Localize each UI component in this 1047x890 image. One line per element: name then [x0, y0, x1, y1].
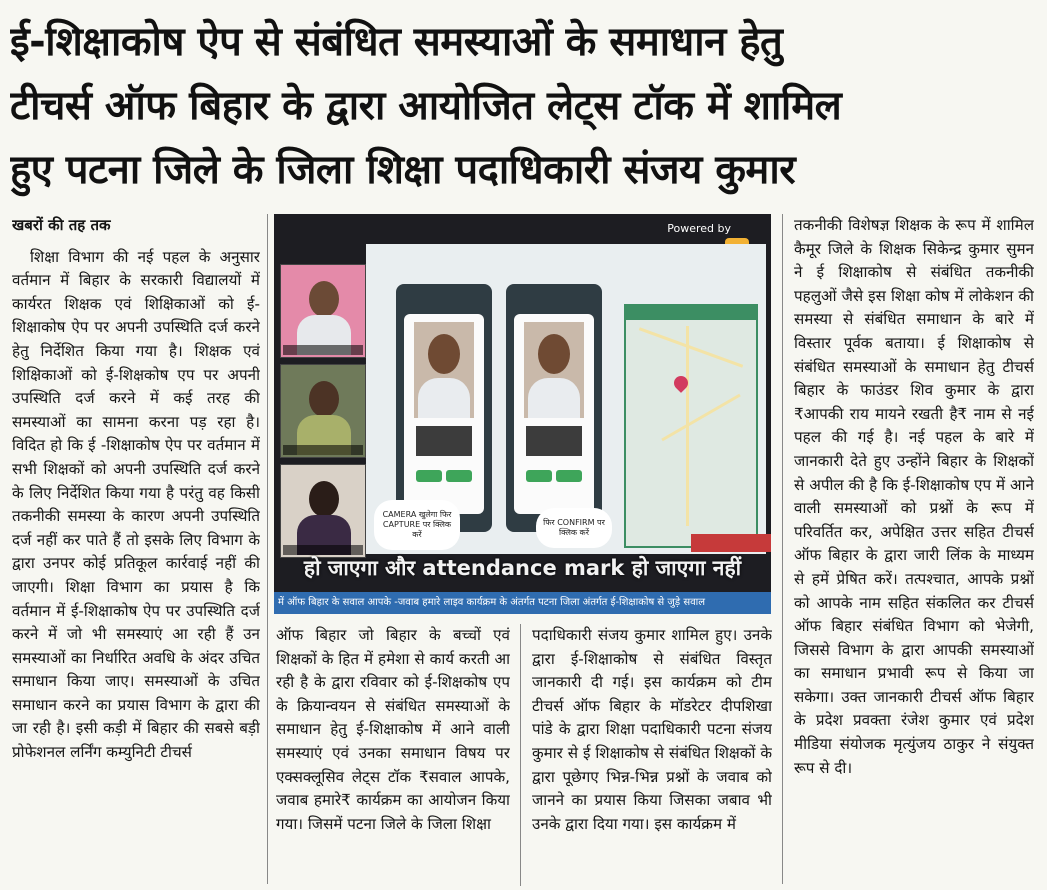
- participant-video-tile: [280, 364, 366, 458]
- headline: [10, 10, 1037, 202]
- cancel-button-icon: [556, 470, 582, 482]
- column-divider: [782, 214, 783, 884]
- location-map: [624, 304, 758, 548]
- participant-video-tile: [280, 264, 366, 358]
- participant-face: [309, 481, 339, 517]
- news-ticker: में ऑफ बिहार के सवाल आपके -जवाब हमारे लाइव कार्यक्रम के अंतर्गत पटना जिला अंतर्गत ई-शिक्षाकोष से जुड़े सवाल: [274, 592, 771, 614]
- powered-by-label: Powered by: [667, 222, 731, 235]
- headline-line-2: टीचर्स ऑफ बिहार के द्वारा आयोजित लेट्स टॉक में शामिल: [10, 83, 842, 129]
- phone-mockup-confirm: [506, 284, 602, 532]
- location-info-panel: [526, 426, 582, 456]
- participant-face: [309, 381, 339, 417]
- article-column-3: [532, 624, 772, 886]
- callout-bubble-left: CAMERA खुलेगा फिर CAPTURE पर क्लिक करें: [374, 500, 460, 550]
- participant-face: [309, 281, 339, 317]
- capture-button-icon: [416, 470, 442, 482]
- location-info-panel: [416, 426, 472, 456]
- phone-mockup-capture: [396, 284, 492, 532]
- selfie-preview: [524, 322, 584, 418]
- retake-button-icon: [446, 470, 472, 482]
- participant-video-tile: [280, 464, 366, 558]
- article-paragraph: शिक्षा विभाग की नई पहल के अनुसार वर्तमान में बिहार के सरकारी विद्यालयों में कार्यरत शिक्षक एवं शिक्षिकाओं को ई-शिक्षाकोष ऐप पर अपनी उपस्थिति दर्ज करने हेतु निर्देशित किया गया है। शिक्षक एवं शिक्षिकाओं को ई-शिक्षकोष एप पर अपनी उपस्थिति दर्ज करने में कई तरह की समस्याओं का सामना करना पड़ रहा है। विदित हो कि ई -शिक्षाकोष ऐप पर वर्तमान में सभी शिक्षकों को अपनी उपस्थिति दर्ज करने के लिए निर्देशित किया गया है परंतु वह किसी तकनीकी समस्या के कारण अपनी उपस्थिति दर्ज नहीं कर पाते हैं तो इसके लिए विभाग के द्वारा उनपर कोई प्रतिकूल कार्रवाई नहीं की जाएगी। शिक्षा विभाग का प्रयास है कि वर्तमान में ई-शिक्षाकोष ऐप पर उपस्थिति दर्ज करने में जो भी समस्याएं आ रही हैं उन समस्याओं का निर्धारित अवधि के अंदर उचित समाधान किया जाए। समस्याओं के उचित समाधान करने का प्रयास विभाग के द्वारा की जा रही है। इसी कड़ी में बिहार की सबसे बड़ी प्रोफेशनल लर्निंग कम्युनिटी टीचर्स: [12, 247, 260, 762]
- confirm-button-icon: [526, 470, 552, 482]
- article-paragraph: ऑफ बिहार जो बिहार के बच्चों एवं शिक्षकों के हित में हमेशा से कार्य करती आ रही है के द्वारा रविवार को ई-शिक्षकोष एप के क्रियान्वयन से संबंधित समस्याओं के समाधान हेतु ई-शिक्षाकोष में आने वाली समस्याएं एवं उनका समाधान विषय पर एक्सक्लूसिव लेट्स टॉक ₹सवाल आपके, जवाब हमारे₹ कार्यक्रम का आयोजन किया गया। जिसमें पटना जिले के जिला शिक्षा: [276, 626, 510, 833]
- event-screenshot-photo: [274, 214, 771, 614]
- article-column-4: [794, 214, 1034, 886]
- column-divider: [267, 214, 268, 884]
- column-divider: [520, 624, 521, 886]
- article-column-1: [12, 214, 260, 884]
- video-subtitle: हो जाएगा और attendance mark हो जाएगा नहीं: [303, 556, 742, 580]
- kicker: खबरों की तह तक: [12, 216, 111, 234]
- article-column-2: [276, 624, 510, 886]
- article-paragraph: तकनीकी विशेषज्ञ शिक्षक के रूप में शामिल कैमूर जिले के शिक्षक सिकेन्द्र कुमार सुमन ने ई शिक्षाकोष से संबंधित तकनीकी पहलुओं जैसे इस शिक्षा कोष में लोकेशन की समस्या से संबंधित समाधान के बारे में विस्तार पूर्वक बताया। ई शिक्षाकोष से संबंधित समस्याओं के समाधान हेतु टीचर्स बिहार के फाउंडर शिव कुमार के द्वारा ₹आपकी राय मायने रखती है₹ नाम से नई पहल की गई है। नई पहल के बारे में जानकारी देते हुए उन्होंने बिहार के शिक्षकों से अपील की है कि ई-शिक्षाकोष एप में आने वाली समस्याओं को प्रश्नों के रूप में परिवर्तित कर, अपेक्षित उत्तर सहित टीचर्स ऑफ बिहार के द्वारा जारी लिंक के माध्यम से हमें प्रेषित करें। तत्पश्चात, आपके प्रश्नों को आपके नाम सहित संकलित कर टीचर्स ऑफ बिहार संबंधित विभाग को भेजेगी, जिससे विभाग के द्वारा आपकी समस्याओं का समाधान प्रभावी रूप से किया जा सकेगा। उक्त जानकारी टीचर्स ऑफ बिहार के प्रदेश प्रवक्ता रंजेश कुमार एवं प्रदेश मीडिया संयोजक मृत्युंजय ठाकुर ने संयुक्त रूप से दी।: [794, 216, 1034, 777]
- headline-line-3: हुए पटना जिले के जिला शिक्षा पदाधिकारी संजय कुमार: [10, 147, 796, 193]
- article-paragraph: पदाधिकारी संजय कुमार शामिल हुए। उनके द्वारा ई-शिक्षाकोष से संबंधित विस्तृत जानकारी दी गई। इस कार्यक्रम को टीम टीचर्स ऑफ बिहार के मॉडरेटर दीपशिखा पांडे के द्वारा शिक्षा पदाधिकारी पटना संजय कुमार से ई शिक्षाकोष से संबंधित शिक्षकों के द्वारा पूछेगए भिन्न-भिन्न प्रश्नों के जवाब को जानने का प्रयास किया जिसका जबाव भी उनके द्वारा दिया गया। इस कार्यक्रम में: [532, 626, 772, 833]
- selfie-preview: [414, 322, 474, 418]
- headline-line-1: ई-शिक्षाकोष ऐप से संबंधित समस्याओं के समाधान हेतु: [10, 19, 783, 65]
- callout-bubble-right: फिर CONFIRM पर क्लिक करें: [536, 508, 612, 548]
